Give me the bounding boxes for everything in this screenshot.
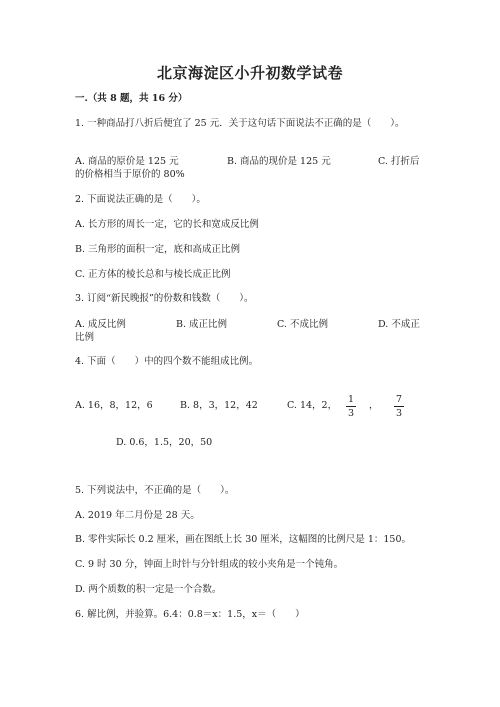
question-4-option-d: D. 0.6，1.5，20，50: [116, 437, 213, 448]
question-2-stem: 2. 下面说法正确的是（ ）。: [75, 194, 206, 205]
option-separator: ，: [369, 400, 379, 411]
page-title: 北京海淀区小升初数学试卷: [156, 64, 343, 82]
question-4-option-b: B. 8，3，12，42: [180, 400, 258, 411]
question-1-option-a: A. 商品的原价是 125 元: [75, 156, 179, 167]
fraction-numerator: 7: [395, 394, 403, 405]
question-5-option-d: D. 两个质数的积一定是一个合数。: [75, 584, 222, 595]
question-2-option-b: B. 三角形的面积一定，底和高成正比例: [75, 244, 241, 255]
question-3-option-d: D. 不成正: [378, 319, 420, 330]
question-3-option-a: A. 成反比例: [75, 319, 126, 330]
fraction-bar: [346, 406, 356, 407]
fraction-one-third: [346, 394, 356, 419]
question-5-option-c: C. 9 时 30 分，钟面上时针与分针组成的较小夹角是一个钝角。: [75, 559, 344, 570]
question-3-stem: 3. 订阅“新民晚报”的份数和钱数（ ）。: [75, 293, 254, 304]
question-5-option-a: A. 2019 年二月份是 28 天。: [75, 510, 200, 521]
question-1-option-c: C. 打折后: [378, 156, 420, 167]
question-4-stem: 4. 下面（ ）中的四个数不能组成比例。: [75, 356, 259, 367]
fraction-bar: [394, 406, 404, 407]
question-3-option-d-continued: 比例: [75, 332, 95, 343]
question-2-option-a: A. 长方形的周长一定，它的长和宽成反比例: [75, 219, 259, 230]
question-2-option-c: C. 正方体的棱长总和与棱长成正比例: [75, 269, 231, 280]
question-5-stem: 5. 下列说法中，不正确的是（ ）。: [75, 485, 235, 496]
question-3-option-c: C. 不成比例: [277, 319, 328, 330]
question-1-stem: 1. 一种商品打八折后便宜了 25 元．关于这句话下面说法不正确的是（ ）。: [75, 118, 405, 129]
fraction-seven-thirds: [394, 394, 404, 419]
question-4-option-a: A. 16，8，12，6: [75, 400, 153, 411]
question-5-option-b: B. 零件实际长 0.2 厘米，画在图纸上长 30 厘米，这幅图的比例尺是 1：150。: [75, 534, 411, 545]
section-heading: 一.（共 8 题，共 16 分）: [75, 93, 188, 104]
fraction-numerator: 1: [347, 394, 355, 405]
fraction-denominator: 3: [395, 408, 403, 419]
question-1-option-c-continued: 的价格相当于原价的 80%: [75, 169, 185, 180]
question-3-option-b: B. 成正比例: [176, 319, 228, 330]
question-1-option-b: B. 商品的现价是 125 元: [227, 156, 331, 167]
fraction-denominator: 3: [347, 408, 355, 419]
question-6-stem: 6. 解比例，并验算。6.4：0.8＝x：1.5，x＝（ ）: [75, 609, 305, 620]
question-4-option-c: C. 14，2，: [287, 400, 338, 411]
